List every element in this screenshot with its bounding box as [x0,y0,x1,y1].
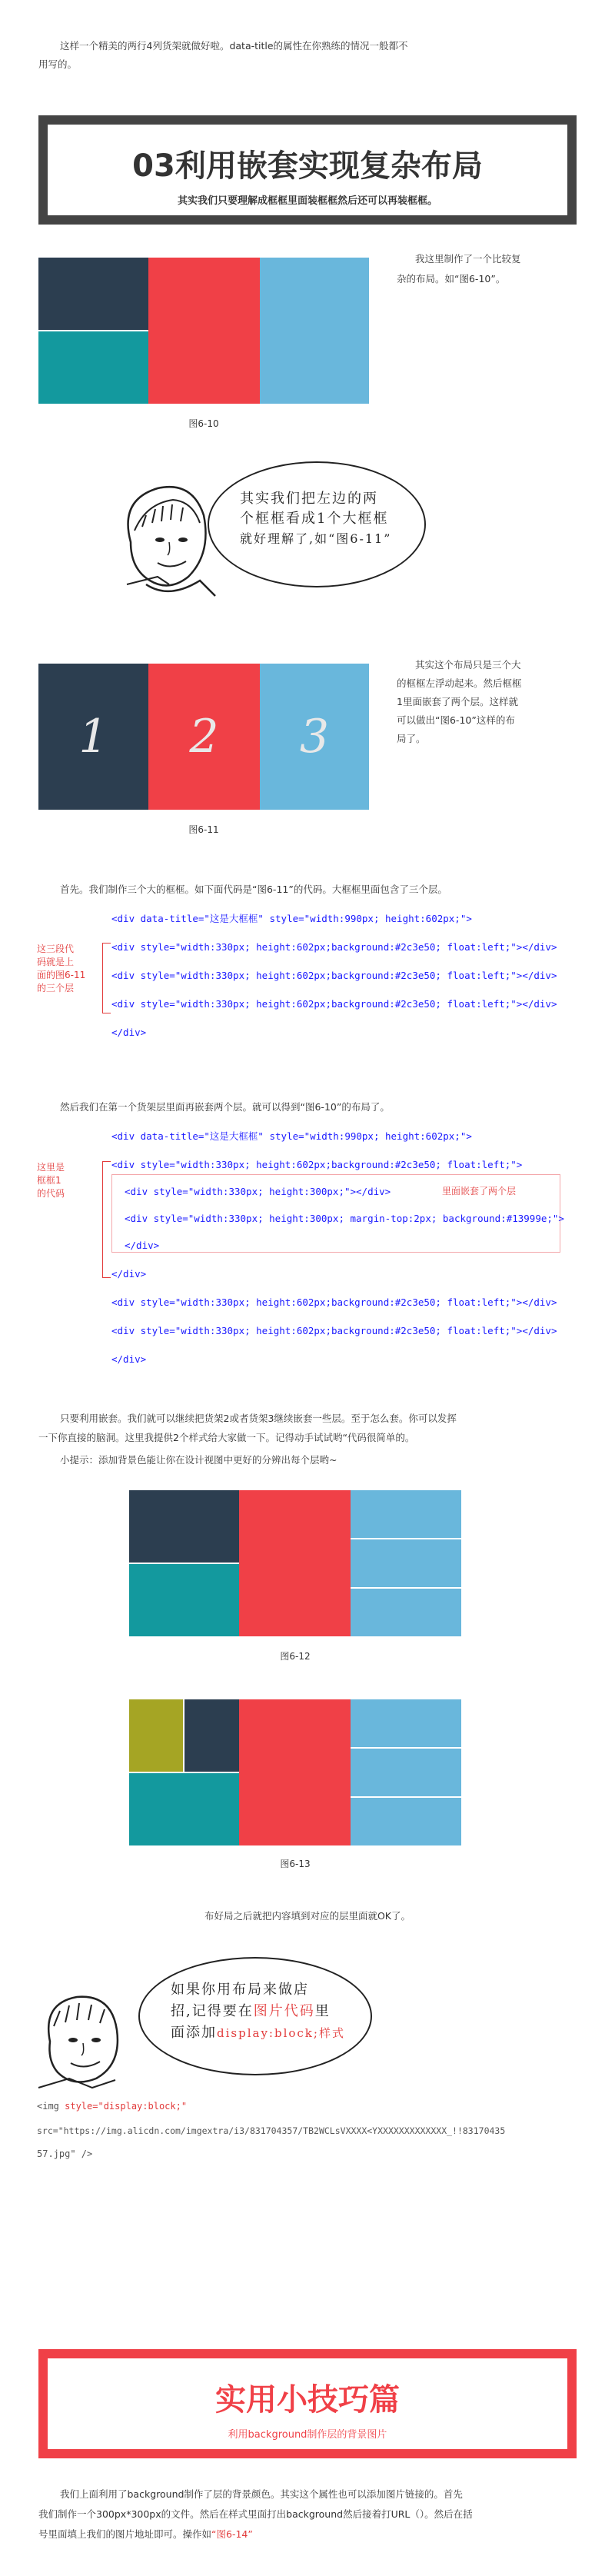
fig12-block-blue-1 [351,1490,461,1538]
figure-6-11 [38,664,369,810]
section-title: 03利用嵌套实现复杂布局 [132,148,483,184]
paragraph-background-image-2: 我们制作一个300px*300px的文件。然后在样式里面打出background然后接着打URL（）。然后在括 [38,2508,473,2520]
fig12-block-blue-2 [351,1539,461,1587]
figure-6-12 [129,1490,461,1636]
paragraph-fill-content: 布好局之后就把内容填到对应的层里面就OK了。 [204,1910,411,1922]
fig11-side-text-1: 其实这个布局只是三个大 [415,659,521,671]
code3-line-2: src="https://img.alicdn.com/imgextra/i3/831704357/TB2WCLsVXXXX<YXXXXXXXXXXXXX_!!83170435 [37,2125,506,2136]
fig13-block-teal [129,1773,239,1845]
block-number-3: 3 [299,710,330,764]
fig13-block-red [239,1699,351,1845]
layout-block-red [148,258,260,404]
layout-block-teal [38,331,148,404]
numbered-block-3 [260,664,369,810]
fig11-side-text-5: 局了。 [397,733,426,744]
code1-line-2: <div style="width:330px; height:602px;background:#2c3e50; float:left;"></div> [111,941,557,953]
block-number-2: 2 [189,710,219,764]
fig11-side-text-4: 可以做出“图6-10”这样的布 [397,714,515,726]
fig12-block-navy [129,1490,239,1563]
fig13-block-blue-3 [351,1798,461,1845]
section-header-tips [38,2349,577,2458]
paragraph-background-image-1: 我们上面利用了background制作了层的背景颜色。其实这个属性也可以添加图片链接的。首先 [60,2488,463,2500]
fig10-side-text-2: 杂的布局。如“图6-10”。 [397,273,506,285]
comic2-line-1: 如果你用布局来做店 [171,1982,309,1998]
code1-note-1: 这三段代 [37,944,75,954]
section2-title: 实用小技巧篇 [215,2382,400,2418]
code2-line-9: </div> [111,1353,147,1365]
section-subtitle: 其实我们只要理解成框框里面装框框然后还可以再装框框。 [177,195,437,207]
paragraph-nest-two-layers: 然后我们在第一个货架层里面再嵌套两个层。就可以得到“图6-10”的布局了。 [60,1101,390,1113]
fig10-caption: 图6-10 [188,418,219,429]
code1-line-3: <div style="width:330px; height:602px;background:#2c3e50; float:left;"></div> [111,970,557,981]
paragraph-more-nesting-2: 一下你直接的脑洞。这里我提供2个样式给大家做一下。记得动手试试哟“代码很简单的。 [38,1432,415,1443]
paragraph-first-three-divs: 首先。我们制作三个大的框框。如下面代码是“图6-11”的代码。大框框里面包含了三个层。 [60,884,447,895]
comic2-line-3a: 面添加 [171,2025,217,2041]
block-number-1: 1 [78,710,108,764]
code2-line-4: <div style="width:330px; height:300px; margin-top:2px; background:#13999e;"> [125,1213,564,1224]
figure-6-13 [129,1699,461,1845]
paragraph-more-nesting-1: 只要利用嵌套。我们就可以继续把货架2或者货架3继续嵌套一些层。至于怎么套。你可以发挥 [60,1413,457,1424]
code2-annotation [37,1161,65,1200]
layout-block-blue [260,258,369,404]
fig12-block-teal [129,1564,239,1636]
code1-note-4: 的三个层 [37,983,75,993]
fig11-side-text-3: 1里面嵌套了两个层。这样就 [397,696,518,707]
section2-subtitle: 利用background制作层的背景图片 [228,2429,387,2441]
code3-line-3: 57.jpg" /> [37,2148,93,2159]
code2-line-1: <div data-title="这是大框框" style="width:990px; height:602px;"> [111,1130,472,1142]
code1-note-3: 面的图6-11 [37,970,86,980]
section-header-nesting [38,115,577,225]
code2-line-7: <div style="width:330px; height:602px;background:#2c3e50; float:left;"></div> [111,1296,557,1308]
code3-line-1b: style="display:block;" [65,2101,188,2112]
comic1-line-3: 就好理解了,如“图6-11” [240,531,392,546]
layout-block-navy [38,258,148,330]
code1-line-1: <div data-title="这是大框框" style="width:990px; height:602px;"> [111,913,472,924]
figure-6-10 [38,258,369,404]
numbered-block-1 [38,664,148,810]
code2-line-2: <div style="width:330px; height:602px;background:#2c3e50; float:left;"> [111,1159,523,1170]
fig14-reference: “图6-14” [211,2528,253,2540]
code2-note-2: 框框1 [37,1175,62,1186]
fig10-side-text-1: 我这里制作了一个比较复 [415,253,521,265]
fig11-caption: 图6-11 [188,824,219,835]
comic2-speech-bubble [138,1957,372,2075]
numbered-block-2 [148,664,260,810]
code2-bracket [102,1161,111,1278]
code3-line-1 [37,2098,187,2115]
comic2-line-3b: display:block;样式 [217,2026,345,2040]
comic2-line-2a: 招,记得要在 [171,2003,254,2019]
code2-inner-note: 里面嵌套了两个层 [442,1186,517,1196]
comic2-line-2b: 图片代码 [253,2003,315,2019]
intro-line-1: 这样一个精美的两行4列货架就做好啦。data-title的属性在你熟练的情况一般都不 [60,40,408,52]
fig13-block-olive [129,1699,183,1772]
fig13-block-navy [184,1699,239,1772]
code1-line-5: </div> [111,1027,147,1038]
fig13-caption: 图6-13 [280,1859,311,1869]
paragraph-background-image-3a: 号里面填上我们的图片地址即可。操作如 [38,2528,212,2540]
code2-note-3: 的代码 [37,1188,65,1199]
comic2-line-2 [171,2002,331,2022]
fig12-caption: 图6-12 [280,1651,311,1662]
code2-line-8: <div style="width:330px; height:602px;background:#2c3e50; float:left;"></div> [111,1325,557,1336]
code1-line-4: <div style="width:330px; height:602px;background:#2c3e50; float:left;"></div> [111,998,557,1010]
paragraph-background-image-3 [38,2525,253,2544]
fig12-block-red [239,1490,351,1636]
fig11-side-text-2: 的框框左浮动起来。然后框框 [397,677,522,689]
code1-note-2: 码就是上 [37,957,75,967]
comic1-line-2: 个框框看成1个大框框 [240,511,389,527]
tip-background-color: 小提示：添加背景色能让你在设计视图中更好的分辨出每个层哟~ [60,1454,337,1466]
code2-line-6: </div> [111,1268,147,1280]
code2-line-3: <div style="width:330px; height:300px;"></div> [125,1186,391,1197]
code2-line-5: </div> [125,1240,160,1251]
code1-bracket [102,943,111,1013]
comic2-face-illustration [31,1980,138,2095]
intro-line-2: 用写的。 [38,58,78,70]
fig13-block-blue-1 [351,1699,461,1747]
fig13-block-blue-2 [351,1749,461,1796]
code2-note-1: 这里是 [37,1162,65,1173]
comic2-line-2c: 里 [314,2003,331,2019]
code3-line-1a: <img [37,2101,65,2112]
comic1-line-1: 其实我们把左边的两 [240,491,378,507]
fig12-block-blue-3 [351,1589,461,1636]
code1-annotation [37,943,85,995]
comic-speech-bubble [208,461,426,587]
comic2-line-3 [171,2023,345,2043]
